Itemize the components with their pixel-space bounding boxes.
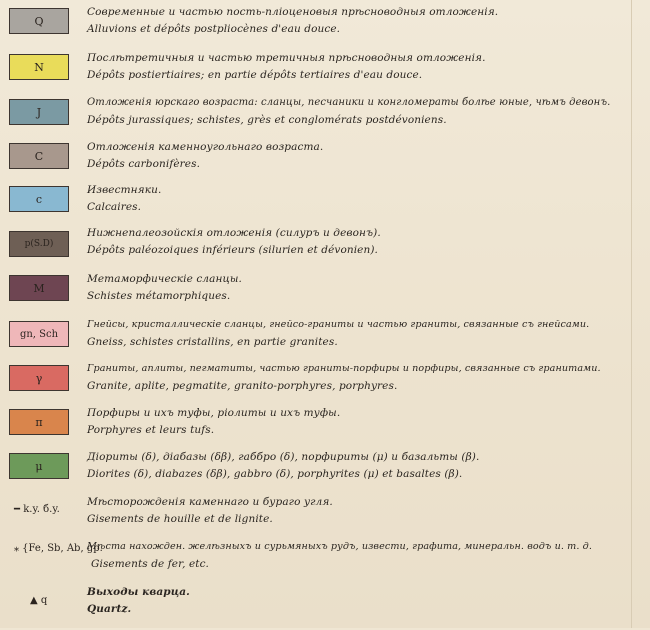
legend-row-m — [0, 273, 650, 317]
legend-fr-text: Dépôts jurassiques; schistes, grès et conglomérats postdévoniens. — [87, 114, 447, 126]
symbol-row-ores — [0, 541, 650, 585]
legend-ru-text: Нижнепалеозойскія отложенія (силуръ и девонъ). — [87, 227, 381, 239]
legend-ru-text: Метаморфическіе сланцы. — [87, 273, 242, 285]
swatch-paleozoic — [9, 231, 69, 257]
symbol-ru-text: Выходы кварца. — [87, 586, 190, 598]
swatch-c — [9, 143, 69, 169]
legend-row-c — [0, 141, 650, 185]
swatch-diorite — [9, 453, 69, 479]
legend-row-q — [0, 6, 650, 50]
symbol-fr-text: Gisements de houille et de lignite. — [87, 513, 273, 525]
swatch-code: c — [35, 192, 43, 206]
legend-row-paleozoic — [0, 227, 650, 271]
swatch-m — [9, 275, 69, 301]
swatch-porphyry — [9, 409, 69, 435]
swatch-code: γ — [35, 371, 43, 385]
swatch-code: N — [34, 60, 44, 74]
swatch-n — [9, 54, 69, 80]
legend-row-granite — [0, 363, 650, 407]
legend-fr-text: Calcaires. — [87, 201, 142, 213]
legend-ru-text: Отложенія каменноугольнаго возраста. — [87, 141, 324, 153]
legend-fr-text: Alluvions et dépôts postpliocènes d'eau douce. — [87, 23, 341, 35]
legend-fr-text: Schistes métamorphiques. — [87, 290, 231, 302]
quartz-mark-icon: ▲ q — [30, 595, 48, 606]
swatch-code: gn, Sch — [19, 328, 59, 340]
legend-ru-text: Послѣтретичныя и частью третичныя прѣсноводныя отложенія. — [87, 52, 486, 64]
legend-fr-text: Dépôts postiertiaires; en partie dépôts tertiaires d'eau douce. — [87, 69, 423, 81]
swatch-code: Q — [34, 14, 44, 28]
swatch-q — [9, 8, 69, 34]
legend-ru-text: Известняки. — [87, 184, 162, 196]
legend-ru-text: Граниты, аплиты, пегматиты, частью граниты-порфиры и порфиры, связанные съ гранитами. — [87, 363, 601, 374]
coal-mark-icon: ━ k.y. б.y. — [14, 504, 60, 515]
legend-row-gneiss — [0, 319, 650, 363]
swatch-code: π — [35, 415, 43, 429]
legend-ru-text: Современные и частью пость-плioценовыя прѣсноводныя отложенія. — [87, 6, 499, 18]
swatch-granite — [9, 365, 69, 391]
ore-mark-icon: ⁎ {Fe, Sb, Ab, gp. — [14, 543, 103, 554]
legend-ru-text: Гнейсы, кристаллическіе сланцы, гнейсо-граниты и частью граниты, связанные съ гнейсами. — [87, 319, 590, 330]
symbol-row-coal — [0, 496, 650, 540]
legend-ru-text: Порфиры и ихъ туфы, ріолиты и ихъ туфы. — [87, 407, 341, 419]
swatch-code: μ — [35, 459, 43, 473]
legend-row-diorite — [0, 451, 650, 495]
swatch-gneiss — [9, 321, 69, 347]
legend-row-j — [0, 97, 650, 141]
swatch-code: p(S.D) — [24, 239, 54, 249]
legend-fr-text: Dépôts carbonifères. — [87, 158, 201, 170]
legend-ru-text: Отложенія юрскаго возраста: сланцы, песчаники и конгломераты болѣе юные, чѣмъ девонъ. — [87, 97, 611, 108]
symbol-fr-text: Quartz. — [87, 603, 132, 615]
swatch-code: C — [34, 149, 44, 163]
legend-ru-text: Діориты (δ), діабазы (δβ), габбро (δ), порфириты (μ) и базальты (β). — [87, 451, 480, 463]
legend-fr-text: Granite, aplite, pegmatite, granito-porphyres, porphyres. — [87, 380, 398, 392]
swatch-limestone — [9, 186, 69, 212]
symbol-ru-text: Мѣсторожденія каменнаго и бураго угля. — [87, 496, 333, 508]
legend-fr-text: Diorites (δ), diabazes (δβ), gabbro (δ), porphyrites (μ) et basaltes (β). — [87, 468, 463, 480]
legend-row-limestone — [0, 184, 650, 228]
symbol-fr-text: Gisements de fer, etc. — [91, 558, 209, 570]
legend-row-n — [0, 52, 650, 96]
legend-fr-text: Porphyres et leurs tufs. — [87, 424, 215, 436]
symbol-ru-text: Мѣста нахожден. желѣзныхъ и сурьмяныхъ рудъ, извести, графита, минеральн. водъ и. т. д. — [87, 541, 592, 552]
swatch-code: J — [36, 105, 42, 119]
legend-fr-text: Gneiss, schistes cristallins, en partie granites. — [87, 336, 338, 348]
swatch-j — [9, 99, 69, 125]
legend-fr-text: Dépôts paléozoiques inférieurs (silurien et dévonien). — [87, 244, 378, 256]
legend-row-porphyry — [0, 407, 650, 451]
swatch-code: M — [33, 281, 45, 295]
symbol-row-quartz — [0, 586, 650, 630]
